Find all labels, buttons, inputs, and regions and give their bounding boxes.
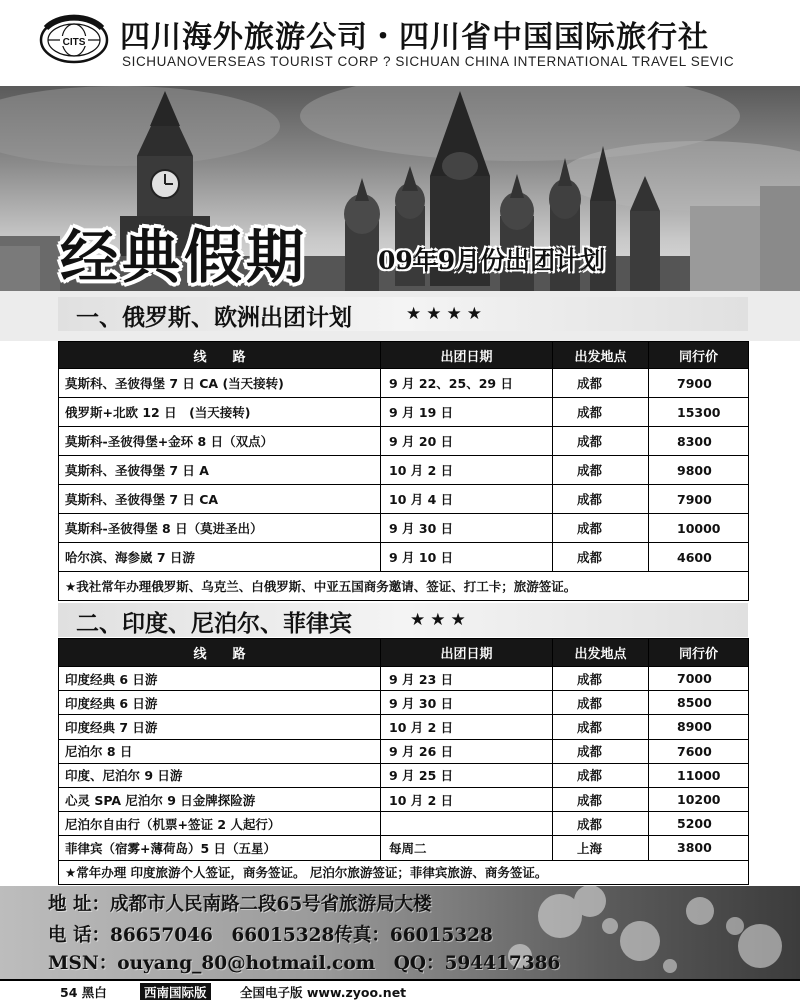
hero-subtitle: 09年9月份出团计划	[378, 246, 606, 275]
route-cell: 哈尔滨、海参崴 7 日游	[59, 543, 381, 572]
table-note-row	[59, 572, 749, 601]
table-row	[59, 398, 749, 427]
section1-note: ★我社常年办理俄罗斯、乌克兰、白俄罗斯、中亚五国商务邀请、签证、打工卡；旅游签证。	[59, 572, 749, 601]
table-row	[59, 763, 749, 787]
price-cell: 15300	[649, 398, 749, 427]
departure-cell: 成都	[553, 514, 649, 543]
departure-cell: 上海	[553, 836, 649, 860]
price-cell: 8500	[649, 691, 749, 715]
departure-cell: 成都	[553, 369, 649, 398]
header	[0, 0, 800, 86]
date-cell	[381, 812, 553, 836]
section1-banner	[58, 297, 748, 331]
date-cell: 9 月 19 日	[381, 398, 553, 427]
table-row	[59, 514, 749, 543]
col-price: 同行价	[649, 342, 749, 369]
route-cell: 印度经典 7 日游	[59, 715, 381, 739]
table-row	[59, 715, 749, 739]
price-cell: 7600	[649, 739, 749, 763]
table-row	[59, 787, 749, 811]
contact-msn-qq: MSN：ouyang_80@hotmail.com QQ：594417386	[48, 953, 561, 974]
contact-address: 地 址：成都市人民南路二段65号省旅游局大楼	[48, 894, 432, 915]
table-row	[59, 667, 749, 691]
price-cell: 8300	[649, 427, 749, 456]
publication-badge: 西南国际版	[140, 983, 211, 1000]
section2-note: ★常年办理 印度旅游个人签证，商务签证。 尼泊尔旅游签证；菲律宾旅游、商务签证。	[59, 860, 749, 884]
price-cell: 3800	[649, 836, 749, 860]
price-cell: 10200	[649, 787, 749, 811]
route-cell: 莫斯科-圣彼得堡 8 日（莫进圣出）	[59, 514, 381, 543]
section1-title: 一、俄罗斯、欧洲出团计划	[76, 304, 352, 331]
col-date: 出团日期	[381, 342, 553, 369]
table-row	[59, 739, 749, 763]
price-cell: 11000	[649, 763, 749, 787]
section1-rating-stars: ★★★★	[406, 304, 487, 324]
section2-banner	[58, 603, 748, 637]
col-route: 线 路	[59, 639, 381, 667]
departure-cell: 成都	[553, 739, 649, 763]
table-row	[59, 427, 749, 456]
table-row	[59, 836, 749, 860]
russia-europe-table	[58, 341, 749, 601]
date-cell: 10 月 2 日	[381, 787, 553, 811]
route-cell: 菲律宾（宿雾+薄荷岛）5 日（五星）	[59, 836, 381, 860]
table-header-row	[59, 342, 749, 369]
company-name-en: SICHUANOVERSEAS TOURIST CORP ? SICHUAN CHINA INTERNATIONAL TRAVEL SEVIC	[122, 54, 735, 69]
table-row	[59, 543, 749, 572]
svg-text:CITS: CITS	[62, 37, 86, 48]
departure-cell: 成都	[553, 787, 649, 811]
price-cell: 7900	[649, 485, 749, 514]
price-cell: 10000	[649, 514, 749, 543]
departure-cell: 成都	[553, 667, 649, 691]
departure-cell: 成都	[553, 427, 649, 456]
company-name-cn: 四川海外旅游公司・四川省中国国际旅行社	[120, 20, 709, 55]
price-cell: 4600	[649, 543, 749, 572]
route-cell: 印度经典 6 日游	[59, 691, 381, 715]
table-row	[59, 369, 749, 398]
col-departure: 出发地点	[553, 639, 649, 667]
price-cell: 9800	[649, 456, 749, 485]
price-cell: 7900	[649, 369, 749, 398]
route-cell: 尼泊尔 8 日	[59, 739, 381, 763]
departure-cell: 成都	[553, 485, 649, 514]
hero-title: 经典假期	[60, 223, 309, 291]
date-cell: 9 月 20 日	[381, 427, 553, 456]
route-cell: 印度经典 6 日游	[59, 667, 381, 691]
col-date: 出团日期	[381, 639, 553, 667]
date-cell: 9 月 25 日	[381, 763, 553, 787]
section2-title: 二、印度、尼泊尔、菲律宾	[76, 610, 352, 637]
price-cell: 5200	[649, 812, 749, 836]
date-cell: 每周二	[381, 836, 553, 860]
table-row	[59, 691, 749, 715]
page-number: 54 黑白	[60, 985, 107, 1000]
table-row	[59, 812, 749, 836]
table-row	[59, 456, 749, 485]
route-cell: 莫斯科-圣彼得堡+金环 8 日（双点）	[59, 427, 381, 456]
departure-cell: 成都	[553, 812, 649, 836]
price-cell: 7000	[649, 667, 749, 691]
route-cell: 俄罗斯+北欧 12 日 (当天接转)	[59, 398, 381, 427]
date-cell: 9 月 26 日	[381, 739, 553, 763]
route-cell: 莫斯科、圣彼得堡 7 日 CA (当天接转)	[59, 369, 381, 398]
table-note-row	[59, 860, 749, 884]
table-header-row	[59, 639, 749, 667]
date-cell: 9 月 10 日	[381, 543, 553, 572]
date-cell: 9 月 23 日	[381, 667, 553, 691]
col-route: 线 路	[59, 342, 381, 369]
date-cell: 9 月 30 日	[381, 691, 553, 715]
departure-cell: 成都	[553, 715, 649, 739]
departure-cell: 成都	[553, 456, 649, 485]
page-footer	[0, 979, 800, 1000]
route-cell: 莫斯科、圣彼得堡 7 日 A	[59, 456, 381, 485]
date-cell: 10 月 2 日	[381, 456, 553, 485]
departure-cell: 成都	[553, 398, 649, 427]
route-cell: 莫斯科、圣彼得堡 7 日 CA	[59, 485, 381, 514]
date-cell: 10 月 2 日	[381, 715, 553, 739]
edition-link[interactable]: 全国电子版 www.zyoo.net	[240, 985, 407, 1000]
contact-phone: 电 话：86657046 66015328传真：66015328	[48, 925, 493, 946]
route-cell: 心灵 SPA 尼泊尔 9 日金牌探险游	[59, 787, 381, 811]
date-cell: 10 月 4 日	[381, 485, 553, 514]
date-cell: 9 月 30 日	[381, 514, 553, 543]
company-logo	[38, 14, 110, 64]
table-row	[59, 485, 749, 514]
contact-block	[0, 886, 800, 979]
india-nepal-philippines-table	[58, 638, 749, 885]
section2-rating-stars: ★★★	[410, 610, 471, 630]
route-cell: 印度、尼泊尔 9 日游	[59, 763, 381, 787]
price-cell: 8900	[649, 715, 749, 739]
col-departure: 出发地点	[553, 342, 649, 369]
departure-cell: 成都	[553, 543, 649, 572]
departure-cell: 成都	[553, 691, 649, 715]
departure-cell: 成都	[553, 763, 649, 787]
route-cell: 尼泊尔自由行（机票+签证 2 人起行）	[59, 812, 381, 836]
col-price: 同行价	[649, 639, 749, 667]
date-cell: 9 月 22、25、29 日	[381, 369, 553, 398]
